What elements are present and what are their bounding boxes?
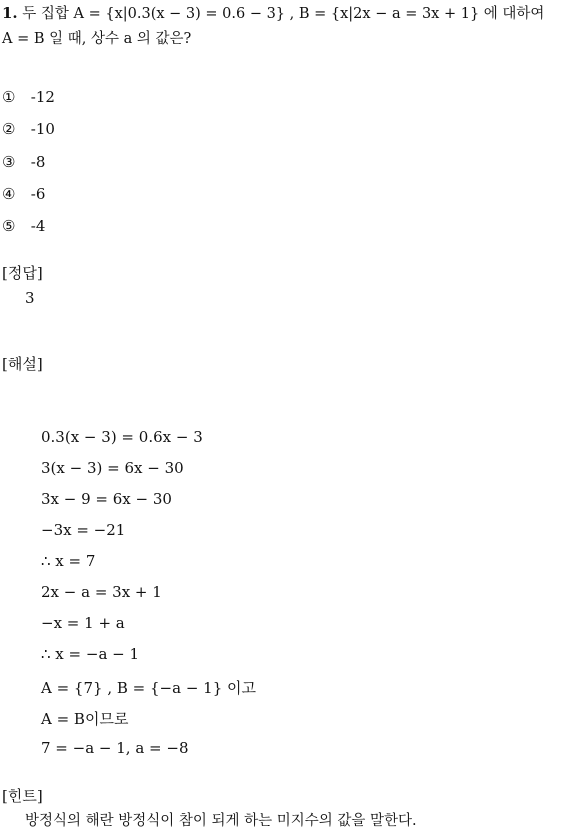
solution-step-3: 3x − 9 = 6x − 30 xyxy=(41,490,172,508)
question-line-1 xyxy=(2,2,544,23)
solution-step-5: ∴ x = 7 xyxy=(41,552,96,570)
choice-marker: ① xyxy=(2,88,16,106)
choice-marker: ⑤ xyxy=(2,217,16,235)
solution-step-6: 2x − a = 3x + 1 xyxy=(41,583,162,601)
solution-step-10: A = B이므로 xyxy=(41,710,129,728)
solution-step-8: ∴ x = −a − 1 xyxy=(41,645,140,663)
choice-label: -8 xyxy=(30,153,46,171)
choice-marker: ④ xyxy=(2,185,16,203)
answer-value: 3 xyxy=(25,289,35,307)
choice-5[interactable] xyxy=(2,217,45,235)
hint-text: 방정식의 해란 방정식이 참이 되게 하는 미지수의 값을 말한다. xyxy=(25,813,417,829)
choice-label: -12 xyxy=(30,88,55,106)
choice-marker: ③ xyxy=(2,153,16,171)
hint-heading: [힌트] xyxy=(2,787,43,805)
choice-3[interactable] xyxy=(2,153,45,171)
choice-2[interactable] xyxy=(2,120,55,138)
solution-step-9: A = {7} , B = {−a − 1} 이고 xyxy=(41,679,256,697)
question-line-2: A = B 일 때, 상수 a 의 값은? xyxy=(2,31,192,47)
choice-label: -4 xyxy=(30,217,46,235)
solution-step-4: −3x = −21 xyxy=(41,521,126,539)
question-text-1: 두 집합 A = {x|0.3(x − 3) = 0.6 − 3} , B = {x|2x − a = 3x + 1} 에 대하여 xyxy=(22,6,545,22)
solution-step-2: 3(x − 3) = 6x − 30 xyxy=(41,459,184,477)
choice-marker: ② xyxy=(2,120,16,138)
choice-1[interactable] xyxy=(2,88,55,106)
choice-label: -10 xyxy=(30,120,55,138)
answer-heading: [정답] xyxy=(2,264,43,282)
solution-heading: [해설] xyxy=(2,355,43,373)
choice-4[interactable] xyxy=(2,185,45,203)
question-number: 1. xyxy=(2,4,18,22)
solution-step-11: 7 = −a − 1, a = −8 xyxy=(41,739,189,757)
solution-step-1: 0.3(x − 3) = 0.6x − 3 xyxy=(41,428,203,446)
choice-label: -6 xyxy=(30,185,46,203)
solution-step-7: −x = 1 + a xyxy=(41,614,125,632)
